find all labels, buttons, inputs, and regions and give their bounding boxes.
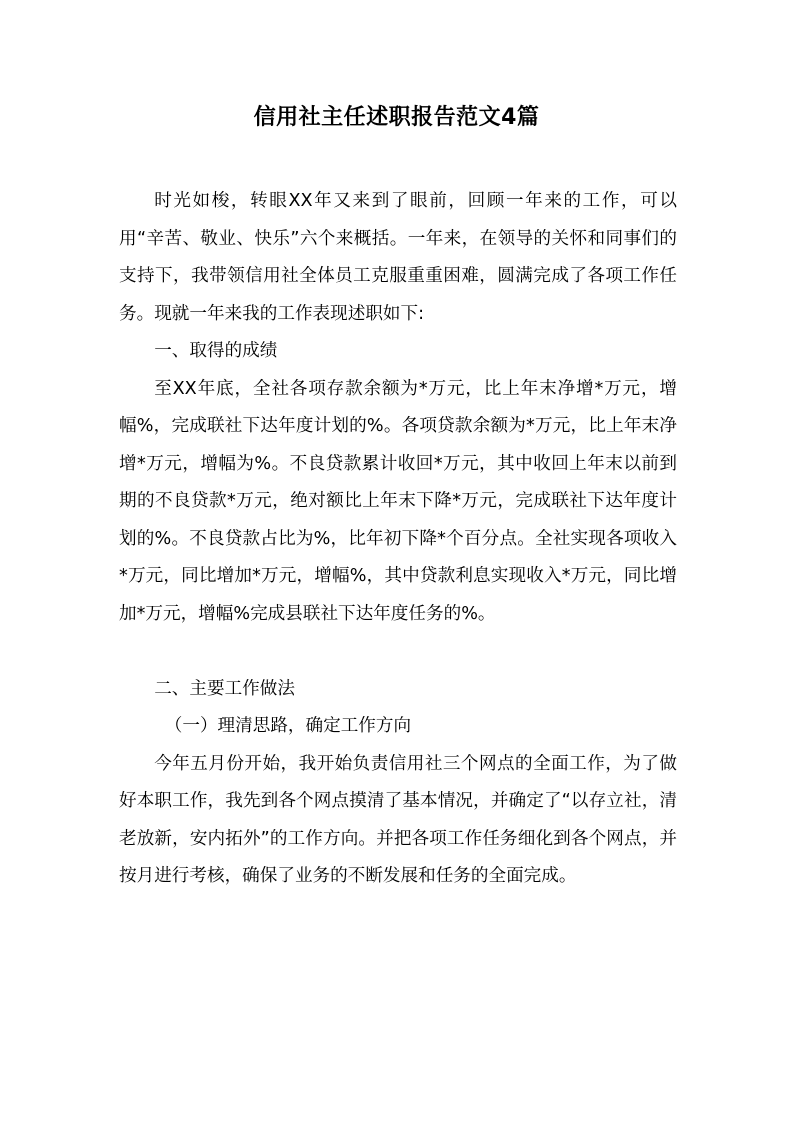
- approach-paragraph: 今年五月份开始，我开始负责信用社三个网点的全面工作，为了做好本职工作，我先到各个网点摸清了基本情况，并确定了“以存立社，清老放新，安内拓外”的工作方向。并把各项工作任务细化到各个网点，并按月进行考核，确保了业务的不断发展和任务的全面完成。: [119, 753, 677, 886]
- document-title: 信用社主任述职报告范文4篇: [253, 105, 540, 130]
- subsection-heading-direction: （一）理清思路，确定工作方向: [164, 716, 412, 736]
- blank-line: [119, 633, 677, 671]
- section-heading-methods: 二、主要工作做法: [154, 678, 295, 699]
- section-heading-results: 一、取得的成绩: [154, 341, 278, 361]
- intro-paragraph: 时光如梭，转眼XX年又来到了眼前，回顾一年来的工作，可以用“辛苦、敬业、快乐”六个来概括。一年来，在领导的关怀和同事们的支持下，我带领信用社全体员工克服重重困难，圆满完成了各项工作任务。现就一年来我的工作表现述职如下:: [119, 191, 677, 324]
- document-body: [119, 183, 677, 896]
- results-paragraph: 至XX年底，全社各项存款余额为*万元，比上年末净增*万元，增幅%，完成联社下达年度计划的%。各项贷款余额为*万元，比上年末净增*万元，增幅为%。不良贷款累计收回*万元，其中收回上年末以前到期的不良贷款*万元，绝对额比上年末下降*万元，完成联社下达年度计划的%。不良贷款占比为%，比年初下降*个百分点。全社实现各项收入*万元，同比增加*万元，增幅%，其中贷款利息实现收入*万元，同比增加*万元，增幅%完成县联社下达年度任务的%。: [119, 378, 677, 624]
